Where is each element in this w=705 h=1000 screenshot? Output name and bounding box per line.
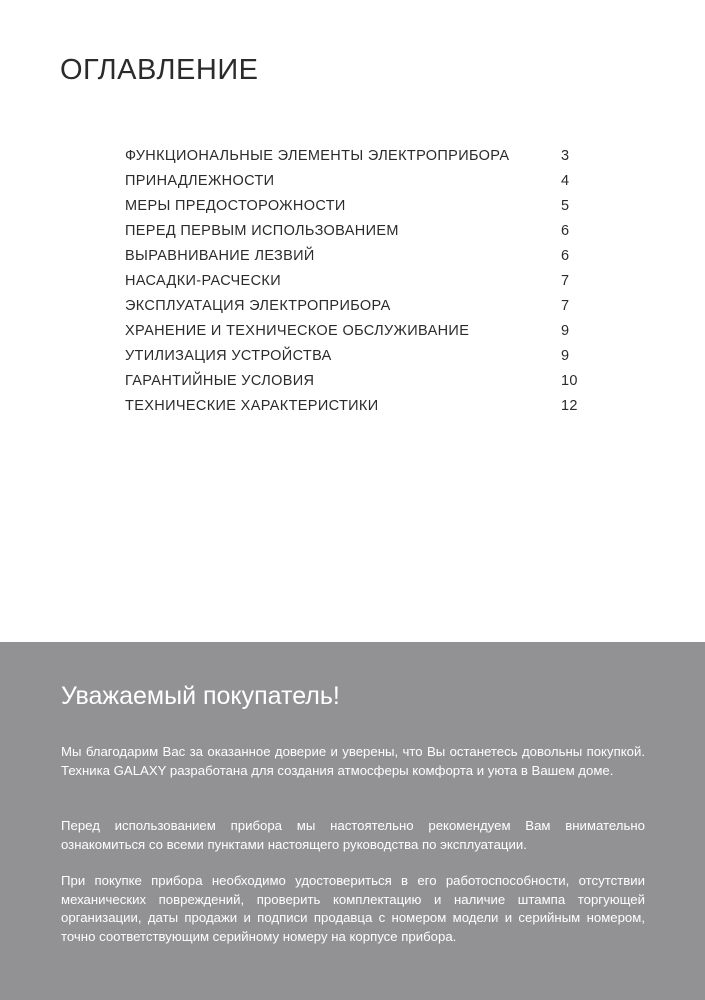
- toc-item-page-number: 7: [561, 273, 570, 289]
- toc-heading: ОГЛАВЛЕНИЕ: [60, 54, 259, 86]
- toc-item-title: ВЫРАВНИВАНИЕ ЛЕЗВИЙ: [125, 248, 315, 264]
- toc-item-functional-elements[interactable]: [125, 144, 585, 169]
- toc-item-before-first-use[interactable]: [125, 219, 585, 244]
- toc-item-title: ЭКСПЛУАТАЦИЯ ЭЛЕКТРОПРИБОРА: [125, 298, 391, 314]
- toc-item-title: ФУНКЦИОНАЛЬНЫЕ ЭЛЕМЕНТЫ ЭЛЕКТРОПРИБОРА: [125, 148, 510, 164]
- toc-item-warranty[interactable]: [125, 369, 585, 394]
- toc-item-specifications[interactable]: [125, 394, 585, 419]
- toc-item-page-number: 9: [561, 323, 570, 339]
- greeting-panel: [0, 642, 705, 1000]
- toc-item-title: МЕРЫ ПРЕДОСТОРОЖНОСТИ: [125, 198, 346, 214]
- toc-item-page-number: 6: [561, 248, 570, 264]
- toc-item-title: ПЕРЕД ПЕРВЫМ ИСПОЛЬЗОВАНИЕМ: [125, 223, 399, 239]
- toc-item-title: НАСАДКИ-РАСЧЕСКИ: [125, 273, 281, 289]
- toc-item-page-number: 4: [561, 173, 570, 189]
- toc-item-page-number: 6: [561, 223, 570, 239]
- greeting-heading: Уважаемый покупатель!: [61, 682, 340, 710]
- toc-item-accessories[interactable]: [125, 169, 585, 194]
- toc-item-storage-maintenance[interactable]: [125, 319, 585, 344]
- toc-item-title: УТИЛИЗАЦИЯ УСТРОЙСТВА: [125, 348, 332, 364]
- table-of-contents: [125, 144, 585, 419]
- toc-item-disposal[interactable]: [125, 344, 585, 369]
- toc-item-title: ГАРАНТИЙНЫЕ УСЛОВИЯ: [125, 373, 315, 389]
- toc-item-operation[interactable]: [125, 294, 585, 319]
- greeting-paragraph-thanks: Мы благодарим Вас за оказанное доверие и уверены, что Вы останетесь довольны покупкой. Техника GALAXY разработана для создания атмосферы комфорта и уюта в Вашем доме.: [61, 744, 645, 778]
- toc-item-title: ХРАНЕНИЕ И ТЕХНИЧЕСКОЕ ОБСЛУЖИВАНИЕ: [125, 323, 470, 339]
- greeting-paragraph-read-manual: Перед использованием прибора мы настоятельно рекомендуем Вам внимательно ознакомиться со всеми пунктами настоящего руководства по эксплуатации.: [61, 818, 645, 852]
- toc-item-comb-attachments[interactable]: [125, 269, 585, 294]
- toc-item-page-number: 5: [561, 198, 570, 214]
- toc-item-page-number: 10: [561, 373, 578, 389]
- greeting-paragraph-purchase-check: При покупке прибора необходимо удостовериться в его работоспособности, отсутствии механических повреждений, проверить комплектацию и наличие штампа торгующей организации, даты продажи и подписи продавца с номером модели и серийным номером, точно соответствующим серийному номеру на корпусе прибора.: [61, 873, 645, 944]
- toc-item-page-number: 9: [561, 348, 570, 364]
- toc-item-precautions[interactable]: [125, 194, 585, 219]
- toc-item-blade-alignment[interactable]: [125, 244, 585, 269]
- toc-item-page-number: 12: [561, 398, 578, 414]
- toc-item-title: ТЕХНИЧЕСКИЕ ХАРАКТЕРИСТИКИ: [125, 398, 379, 414]
- toc-item-title: ПРИНАДЛЕЖНОСТИ: [125, 173, 275, 189]
- toc-item-page-number: 7: [561, 298, 570, 314]
- toc-item-page-number: 3: [561, 148, 570, 164]
